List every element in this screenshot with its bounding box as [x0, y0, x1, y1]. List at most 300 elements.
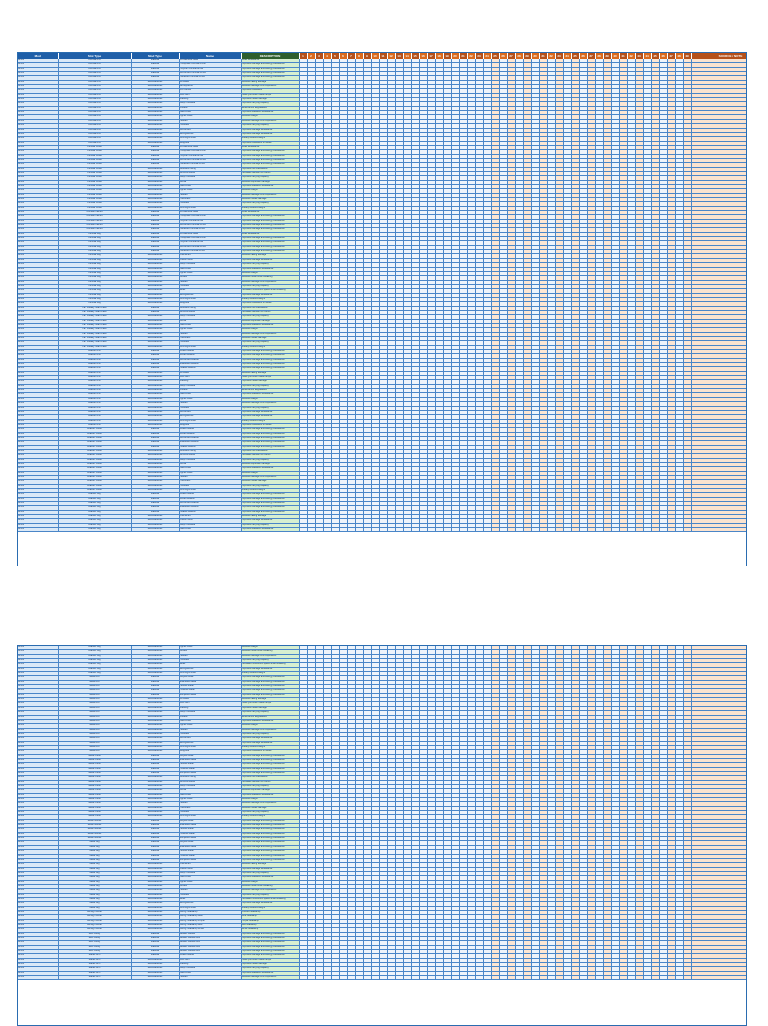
cell-slot: Combat Chest — [58, 180, 131, 184]
cell-slot: FE: Sneaky Heart Pads — [58, 341, 131, 345]
cell-slot: FE: Sneaky Heart Pads — [58, 345, 131, 349]
cell-desc: Reduces melee damage — [241, 337, 299, 341]
cell-mat: Armor — [18, 211, 58, 215]
cell-type: Material — [131, 367, 179, 371]
column-header: 4 — [323, 53, 331, 59]
cell-name: Cushioned — [179, 254, 241, 258]
cell-name: Treated Leather — [179, 367, 241, 371]
cell-desc: Slows armor degradation — [241, 389, 299, 393]
cell-mat: Armor — [18, 419, 58, 423]
column-header: 49 — [683, 53, 691, 59]
cell-type: Material — [131, 245, 179, 249]
cell-type: Miscellaneous — [131, 189, 179, 193]
cell-slot: Combat Leg — [58, 250, 131, 254]
cell-mat: Armor — [18, 80, 58, 84]
cell-mat: Armor — [18, 245, 58, 249]
cell-name: Reinforced Combat Armor — [179, 72, 241, 76]
cell-mat: Armor — [18, 350, 58, 354]
cell-desc: Reduces weight — [241, 271, 299, 275]
column-header: 25 — [491, 53, 499, 59]
cell-type: Material — [131, 306, 179, 310]
cell-mat: Armor — [18, 254, 58, 258]
cell-slot: Leather Arm — [58, 367, 131, 371]
cell-type: Material — [131, 224, 179, 228]
cell-desc: Improves Damage and Energy Resistance — [241, 354, 299, 358]
cell-slot: Combat Arm — [58, 137, 131, 141]
cell-name: Ultra Light Build — [179, 419, 241, 423]
cell-name: Strengthened — [179, 293, 241, 297]
cell-mat: Armor — [18, 124, 58, 128]
cell-name: Weighted — [179, 141, 241, 145]
cell-type: Miscellaneous — [131, 98, 179, 102]
column-header: 28 — [515, 53, 523, 59]
cell-name: Phosphate Combat Armor — [179, 215, 241, 219]
cell-slot: Combat Arm — [58, 76, 131, 80]
cell-desc: Bullet Resistance — [241, 145, 299, 149]
cell-mat: Armor — [18, 284, 58, 288]
cell-desc: Improves Damage and Energy Resistance — [241, 241, 299, 245]
cell-slot: Leather Arm — [58, 380, 131, 384]
cell-desc: Improves Damage and Energy Resistance — [241, 250, 299, 254]
column-header: 17 — [427, 53, 435, 59]
cell-mat: Armor — [18, 198, 58, 202]
cell-slot: Combat Arm — [58, 85, 131, 89]
column-header: 41 — [619, 53, 627, 59]
cell-type: Miscellaneous — [131, 293, 179, 297]
cell-desc: Increases duration of chems — [241, 171, 299, 175]
column-header: 21 — [459, 53, 467, 59]
cell-desc: Improves Damage and Energy Resistance — [241, 158, 299, 162]
cell-name: Sleek — [179, 289, 241, 293]
cell-name: Dense — [179, 319, 241, 323]
cell-desc: Slows armor degradation — [241, 106, 299, 110]
column-header: 10 — [371, 53, 379, 59]
cell-desc: Improves Radiation Resistance — [241, 111, 299, 115]
cell-slot: Combat Arm — [58, 67, 131, 71]
cell-mat: Armor — [18, 193, 58, 197]
cell-mat: Armor — [18, 85, 58, 89]
cell-type: Miscellaneous — [131, 371, 179, 375]
cell-desc: Reduces damage from explosions — [241, 85, 299, 89]
column-header: 7 — [347, 53, 355, 59]
cell-name: Hardened Combat Armor — [179, 76, 241, 80]
cell-desc: Improves Damage and Energy Resistance — [241, 367, 299, 371]
column-header: 29 — [523, 53, 531, 59]
cell-slot: Leather Arm — [58, 402, 131, 406]
cell-name: Polymer Combat Armor — [179, 154, 241, 158]
cell-slot: Combat Arm — [58, 106, 131, 110]
cell-mat: Armor — [18, 423, 58, 427]
cell-slot: Combat Leg — [58, 276, 131, 280]
cell-desc: Improves melee damage — [241, 380, 299, 384]
cell-desc: Improves carrying capacity — [241, 284, 299, 288]
cell-mat: Armor — [18, 171, 58, 175]
cell-mat: Armor — [18, 367, 58, 371]
cell-mat: Armor — [18, 393, 58, 397]
cell-name: Reinforced — [179, 410, 241, 414]
cell-name: Durable — [179, 106, 241, 110]
cell-mat: Armor — [18, 150, 58, 154]
cell-desc: Improves melee damage — [241, 98, 299, 102]
cell-slot: Combat Chest — [58, 176, 131, 180]
cell-desc: Reduces noise while sneaking — [241, 276, 299, 280]
cell-name: Polymer Combat Armor — [179, 67, 241, 71]
cell-mat: Armor — [18, 76, 58, 80]
cell-slot: Combat Helmet — [58, 215, 131, 219]
column-header: 20 — [451, 53, 459, 59]
column-header: 5 — [331, 53, 339, 59]
cell-mat: Armor — [18, 271, 58, 275]
cell-slot: Leather Arm — [58, 371, 131, 375]
cell-desc: Reduces damage from explosions — [241, 332, 299, 336]
column-header: 14 — [403, 53, 411, 59]
cell-desc: Reduces weight — [241, 397, 299, 401]
cell-name: Pocketed — [179, 406, 241, 410]
cell-slot: Combat Chest — [58, 150, 131, 154]
cell-slot: Leather Arm — [58, 384, 131, 388]
cell-name: Architectural Steel — [179, 232, 241, 236]
cell-type: Miscellaneous — [131, 376, 179, 380]
cell-type: Miscellaneous — [131, 302, 179, 306]
cell-mat: Armor — [18, 319, 58, 323]
cell-slot: Combat Helmet — [58, 228, 131, 232]
cell-slot: Combat Chest — [58, 158, 131, 162]
cell-mat: Armor — [18, 402, 58, 406]
cell-mat: Armor — [18, 410, 58, 414]
cell-desc: Improves carrying capacity — [241, 406, 299, 410]
cell-name: Auto Stim — [179, 376, 241, 380]
cell-type: Miscellaneous — [131, 323, 179, 327]
cell-desc: Improves Damage and Energy Resistance — [241, 219, 299, 223]
cell-name: Asbestos Lining — [179, 306, 241, 310]
cell-type: Miscellaneous — [131, 124, 179, 128]
cell-slot: Combat Leg — [58, 254, 131, 258]
cell-slot: Combat Arm — [58, 119, 131, 123]
cell-name: Reinforced Leather — [179, 358, 241, 362]
cell-name: Auto Stim — [179, 93, 241, 97]
column-header: 2 — [307, 53, 315, 59]
column-header: 39 — [603, 53, 611, 59]
cell-mat: Armor — [18, 258, 58, 262]
cell-name: Lead Lined — [179, 267, 241, 271]
cell-slot: Combat Arm — [58, 72, 131, 76]
cell-desc: Bullet Resistance — [241, 59, 299, 63]
cell-name: Lead Lined — [179, 184, 241, 188]
cell-slot: Combat Arm — [58, 115, 131, 119]
column-header: 12 — [387, 53, 395, 59]
column-header: 9 — [363, 53, 371, 59]
cell-desc: Improves Radiation Resistance — [241, 184, 299, 188]
cell-name: Shadowed Leather — [179, 441, 241, 445]
cell-slot: Combat Leg — [58, 232, 131, 236]
cell-desc: Improves carrying capacity — [241, 176, 299, 180]
cell-slot: Combat Leg — [58, 293, 131, 297]
column-header: 3 — [315, 53, 323, 59]
cell-name: Architectural Steel — [179, 211, 241, 215]
cell-type: Material — [131, 436, 179, 440]
cell-name: Pocketed — [179, 341, 241, 345]
cell-mat: Armor — [18, 202, 58, 206]
cell-desc: Greatly reduces weight — [241, 345, 299, 349]
cell-desc: Improves resistance to melee — [241, 302, 299, 306]
cell-slot: Combat Leg — [58, 263, 131, 267]
column-header: 13 — [395, 53, 403, 59]
cell-slot: Combat Arm — [58, 98, 131, 102]
cell-desc: Improves resistance — [241, 89, 299, 93]
cell-mat: Armor — [18, 376, 58, 380]
column-header: 38 — [595, 53, 603, 59]
cell-mat: Armor — [18, 93, 58, 97]
cell-type: Miscellaneous — [131, 167, 179, 171]
cell-name: Hardened Combat Armor — [179, 163, 241, 167]
cell-type: Material — [131, 67, 179, 71]
cell-name: Architectural Steel — [179, 145, 241, 149]
column-header: 42 — [627, 53, 635, 59]
cell-type: Miscellaneous — [131, 202, 179, 206]
column-header: 11 — [379, 53, 387, 59]
cell-mat: Armor — [18, 180, 58, 184]
cell-mat: Armor — [18, 397, 58, 401]
cell-desc: Reduces damage from explosions — [241, 280, 299, 284]
cell-name: Ultra Light Build — [179, 206, 241, 210]
cell-slot: Combat Leg — [58, 267, 131, 271]
cell-slot: Combat Chest — [58, 184, 131, 188]
cell-name: Padded — [179, 402, 241, 406]
cell-name: Padded — [179, 332, 241, 336]
cell-desc: Bullet Resistance — [241, 232, 299, 236]
cell-name: Polymer Combat Armor — [179, 219, 241, 223]
cell-slot: FE: Sneaky Heart Pads — [58, 319, 131, 323]
column-header: Mod — [18, 53, 58, 59]
cell-slot: FE: Sneaky Heart Pads — [58, 332, 131, 336]
cell-type: Miscellaneous — [131, 384, 179, 388]
cell-slot: Combat Leg — [58, 245, 131, 249]
cell-slot: Combat Arm — [58, 128, 131, 132]
cell-mat: Armor — [18, 141, 58, 145]
cell-type: Miscellaneous — [131, 337, 179, 341]
cell-desc: Improves Damage and Energy Resistance — [241, 76, 299, 80]
cell-slot: Combat Chest — [58, 206, 131, 210]
cell-type: Miscellaneous — [131, 263, 179, 267]
cell-slot: FE: Sneaky Heart Pads — [58, 310, 131, 314]
cell-name: Lead Lined — [179, 393, 241, 397]
cell-mat: Armor — [18, 306, 58, 310]
cell-desc: Improves Damage and Energy Resistance — [241, 224, 299, 228]
cell-mat: Armor — [18, 354, 58, 358]
cell-name: Pocketed — [179, 124, 241, 128]
cell-slot: Leather Arm — [58, 406, 131, 410]
column-header: 30 — [531, 53, 539, 59]
cell-type: Miscellaneous — [131, 341, 179, 345]
cell-type: Material — [131, 211, 179, 215]
cell-name: Padded — [179, 280, 241, 284]
cell-desc: Improves Damage and Energy Resistance — [241, 150, 299, 154]
cell-desc: Improves carrying capacity — [241, 202, 299, 206]
cell-slot: Combat Helmet — [58, 211, 131, 215]
cell-type: Material — [131, 358, 179, 362]
cell-desc: Reduces explosion damage — [241, 319, 299, 323]
cell-mat: Armor — [18, 293, 58, 297]
cell-slot: Combat Chest — [58, 171, 131, 175]
cell-slot: Leather Chest — [58, 428, 131, 432]
cell-type: Miscellaneous — [131, 119, 179, 123]
cell-desc: Improves resistance to melee — [241, 141, 299, 145]
cell-name: Lighter Build — [179, 115, 241, 119]
cell-slot: Combat Arm — [58, 63, 131, 67]
cell-slot: Combat Leg — [58, 297, 131, 301]
cell-slot: FE: Sneaky Heart Pads — [58, 337, 131, 341]
cell-desc: Reduces explosion damage — [241, 180, 299, 184]
column-header: Slot Type — [58, 53, 131, 59]
cell-name: Architectural Steel — [179, 59, 241, 63]
column-header: 23 — [475, 53, 483, 59]
cell-desc: Improves Damage and Energy Resistance — [241, 63, 299, 67]
cell-slot: Combat Chest — [58, 154, 131, 158]
cell-type: Miscellaneous — [131, 315, 179, 319]
cell-type: Material — [131, 232, 179, 236]
cell-type: Material — [131, 154, 179, 158]
cell-desc: Improves Radiation Resistance — [241, 393, 299, 397]
cell-desc: Improves Damage and Energy Resistance — [241, 215, 299, 219]
cell-desc: Reduces damage from explosions — [241, 402, 299, 406]
cell-type: Miscellaneous — [131, 276, 179, 280]
cell-desc: Heals you when health drops — [241, 93, 299, 97]
cell-slot: Combat Chest — [58, 145, 131, 149]
column-header: 33 — [555, 53, 563, 59]
cell-desc: Improves Damage and Energy Resistance — [241, 228, 299, 232]
cell-desc: Improves Damage and Energy Resistance — [241, 441, 299, 445]
cell-desc: Improves resistance to melee — [241, 423, 299, 427]
cell-mat: Armor — [18, 358, 58, 362]
cell-type: Material — [131, 163, 179, 167]
cell-desc: Greatly reduces weight — [241, 297, 299, 301]
cell-type: Miscellaneous — [131, 319, 179, 323]
cell-mat: Armor — [18, 67, 58, 71]
cell-slot: Leather Arm — [58, 358, 131, 362]
cell-name: Reinforced — [179, 128, 241, 132]
column-header: Mod Type — [131, 53, 179, 59]
cell-slot: Combat Arm — [58, 111, 131, 115]
cell-type: Material — [131, 310, 179, 314]
cell-name: Deep Pocketed — [179, 176, 241, 180]
column-header: 46 — [659, 53, 667, 59]
cell-slot: Leather Arm — [58, 397, 131, 401]
cell-slot: Combat Helmet — [58, 219, 131, 223]
cell-name: Weighted — [179, 423, 241, 427]
cell-slot: Leather Arm — [58, 393, 131, 397]
cell-type: Miscellaneous — [131, 419, 179, 423]
cell-name: Phosphate Combat Armor — [179, 150, 241, 154]
cell-desc: Reduces falling damage — [241, 254, 299, 258]
cell-type: Miscellaneous — [131, 254, 179, 258]
cell-name: Deep Pocketed — [179, 315, 241, 319]
cell-name: Pocketed — [179, 202, 241, 206]
column-header: SOURCE / NOTE — [691, 53, 747, 59]
cell-type: Miscellaneous — [131, 267, 179, 271]
cell-name: BioCommMesh — [179, 310, 241, 314]
cell-slot: FE: Sneaky Heart Pads — [58, 323, 131, 327]
column-header: 35 — [571, 53, 579, 59]
cell-type: Miscellaneous — [131, 423, 179, 427]
cell-name: Phosphate Combat Armor — [179, 63, 241, 67]
cell-desc: Reduces weight — [241, 115, 299, 119]
column-header: 24 — [483, 53, 491, 59]
cell-name: Hardened Combat Armor — [179, 250, 241, 254]
cell-name: Polymer Combat Armor — [179, 241, 241, 245]
cell-type: Miscellaneous — [131, 176, 179, 180]
column-header: 32 — [547, 53, 555, 59]
cell-slot: Leather Arm — [58, 415, 131, 419]
cell-type: Miscellaneous — [131, 284, 179, 288]
cell-slot: Combat Arm — [58, 124, 131, 128]
cell-mat: Armor — [18, 341, 58, 345]
column-header: 18 — [435, 53, 443, 59]
cell-desc: Improves Damage and Energy Resistance — [241, 428, 299, 432]
cell-desc: Greatly reduces weight — [241, 206, 299, 210]
cell-mat: Armor — [18, 219, 58, 223]
cell-desc: Improves Damage and Energy Resistance — [241, 245, 299, 249]
cell-desc: Improves Damage Resistance — [241, 128, 299, 132]
cell-mat: Armor — [18, 328, 58, 332]
cell-name: Asbestos Lining — [179, 167, 241, 171]
cell-desc: Improves Damage and Energy Resistance — [241, 436, 299, 440]
column-header: 44 — [643, 53, 651, 59]
cell-slot: Combat Arm — [58, 93, 131, 97]
cell-mat: Armor — [18, 280, 58, 284]
cell-type: Miscellaneous — [131, 93, 179, 97]
cell-name: Padded — [179, 193, 241, 197]
cell-name: Reinforced Leather — [179, 436, 241, 440]
cell-mat: Armor — [18, 332, 58, 336]
cell-type: Material — [131, 428, 179, 432]
cell-mat: Armor — [18, 432, 58, 436]
cell-desc: Reduces weight — [241, 328, 299, 332]
cell-slot: Leather Arm — [58, 350, 131, 354]
cell-mat: Armor — [18, 224, 58, 228]
cell-desc: Improves carrying capacity — [241, 102, 299, 106]
cell-mat: Armor — [18, 241, 58, 245]
cell-slot: Combat Arm — [58, 141, 131, 145]
cell-slot: Leather Chest — [58, 436, 131, 440]
cell-type: Material — [131, 350, 179, 354]
cell-name: Phosphate Combat Armor — [179, 237, 241, 241]
cell-mat: Armor — [18, 315, 58, 319]
cell-mat: Armor — [18, 132, 58, 136]
cell-name: Durable — [179, 389, 241, 393]
column-header: 37 — [587, 53, 595, 59]
cell-name: Custom Built — [179, 258, 241, 262]
cell-name: Reinforced Combat Armor — [179, 224, 241, 228]
cell-type: Material — [131, 158, 179, 162]
cell-slot: Combat Arm — [58, 59, 131, 63]
cell-slot: FE: Sneaky Heart Pads — [58, 315, 131, 319]
cell-name: Dense — [179, 180, 241, 184]
cell-mat: Armor — [18, 428, 58, 432]
column-header: 15 — [411, 53, 419, 59]
cell-mat: Armor — [18, 389, 58, 393]
column-header: 47 — [667, 53, 675, 59]
cell-slot: Leather Arm — [58, 419, 131, 423]
cell-mat: Armor — [18, 206, 58, 210]
cell-desc: Heals you when health drops — [241, 376, 299, 380]
column-header: 8 — [355, 53, 363, 59]
cell-slot: Combat Leg — [58, 302, 131, 306]
cell-name: Weighted — [179, 302, 241, 306]
cell-slot: Combat Arm — [58, 89, 131, 93]
cell-type: Miscellaneous — [131, 289, 179, 293]
cell-mat: Armor — [18, 363, 58, 367]
column-header: 19 — [443, 53, 451, 59]
